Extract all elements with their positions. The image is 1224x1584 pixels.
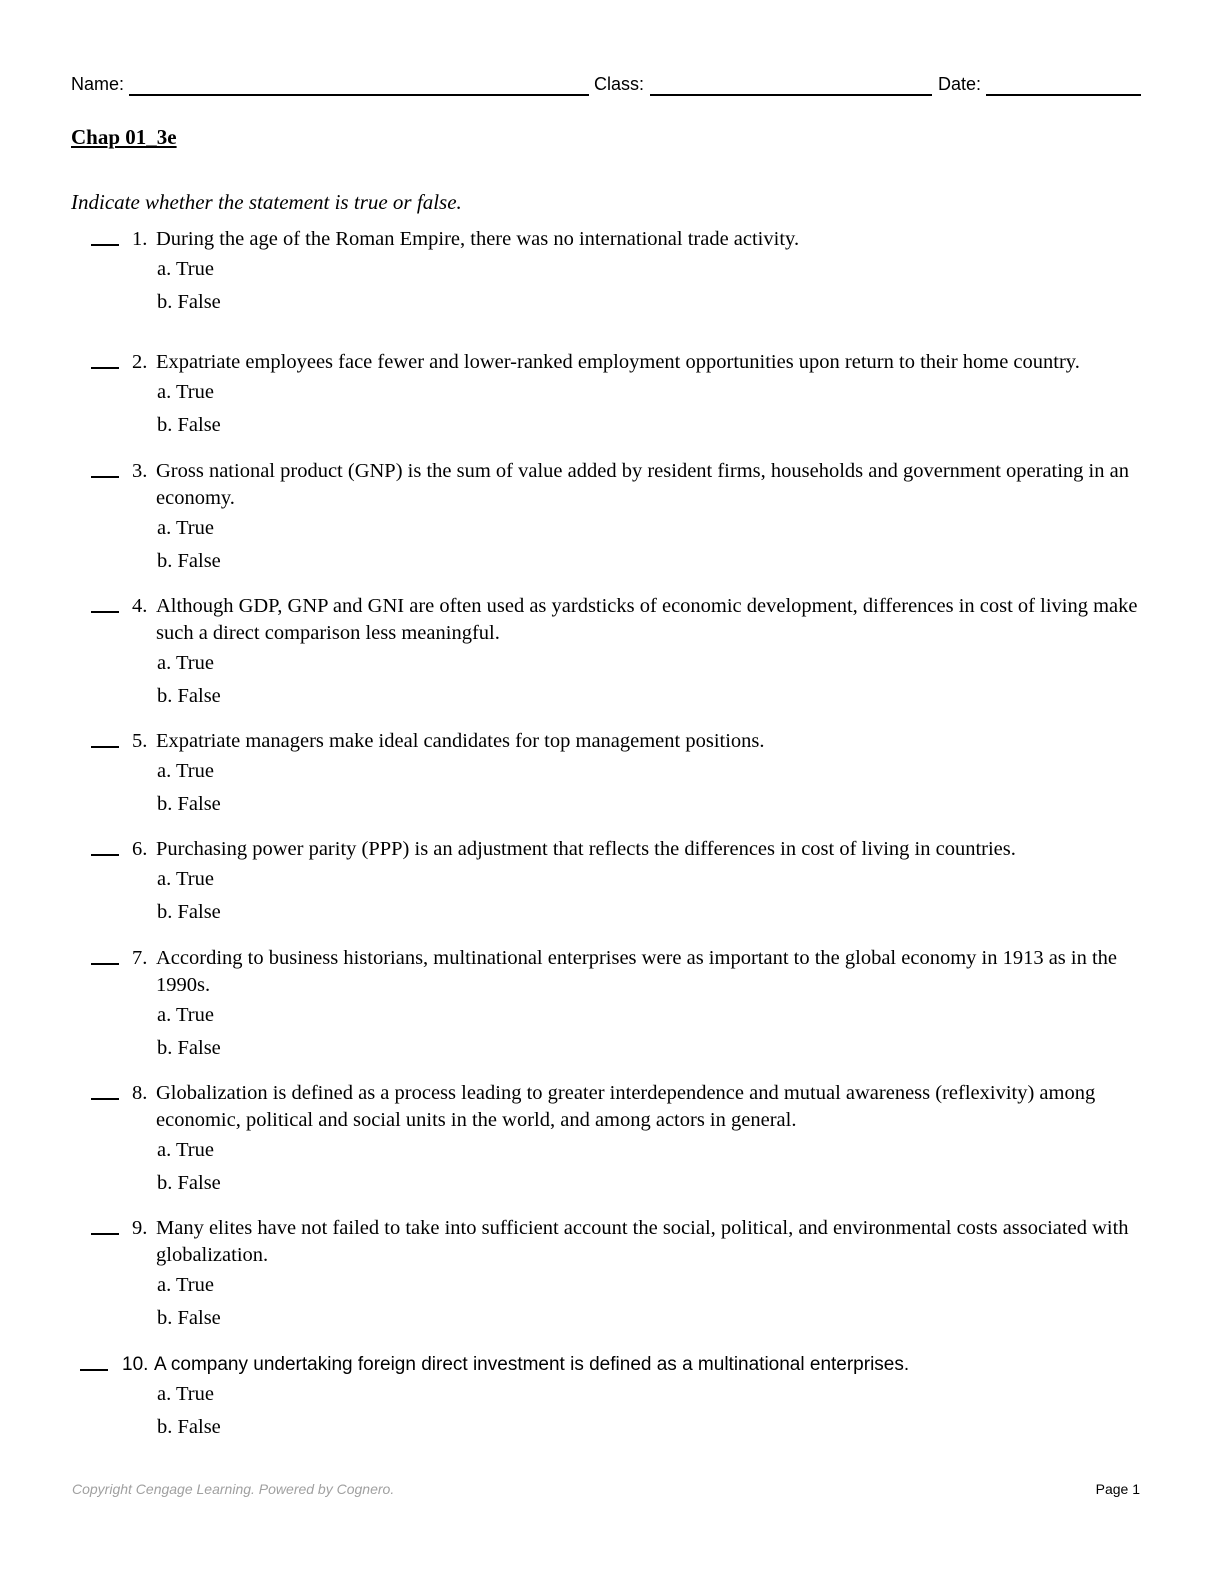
question-text: Many elites have not failed to take into sufficient account the social, political, and environmental costs associated with globalization. [156,1217,1129,1266]
name-label: Name: [71,74,125,94]
question-text: Purchasing power parity (PPP) is an adjustment that reflects the differences in cost of living in countries. [156,838,1016,860]
option-false: b. False [157,685,221,707]
copyright-footer: Copyright Cengage Learning. Powered by Cognero. [72,1481,395,1497]
option-true: a. True [157,868,214,890]
question-number: 10. [122,1354,149,1375]
answer-blank[interactable] [91,963,119,965]
answer-blank[interactable] [91,746,119,748]
question-number: 8. [132,1082,148,1104]
option-false: b. False [157,1172,221,1194]
answer-blank[interactable] [91,367,119,369]
option-false: b. False [157,550,221,572]
answer-blank[interactable] [91,854,119,856]
question-text: Gross national product (GNP) is the sum of value added by resident firms, households and government operating in an economy. [156,460,1129,509]
answer-blank[interactable] [91,1098,119,1100]
answer-blank[interactable] [80,1369,108,1371]
question-text: A company undertaking foreign direct investment is defined as a multinational enterprises. [154,1354,910,1375]
name-field-line[interactable] [129,94,589,96]
question-text: Globalization is defined as a process leading to greater interdependence and mutual awareness (reflexivity) among economic, political and social units in the world, and among actors in general. [156,1082,1096,1131]
question-number: 6. [132,838,148,860]
answer-blank[interactable] [91,611,119,613]
option-true: a. True [157,760,214,782]
question-text: Although GDP, GNP and GNI are often used as yardsticks of economic development, differences in cost of living make such a direct comparison less meaningful. [156,595,1138,644]
question-text: During the age of the Roman Empire, there was no international trade activity. [156,228,800,250]
option-false: b. False [157,1307,221,1329]
option-false: b. False [157,901,221,923]
option-true: a. True [157,381,214,403]
option-true: a. True [157,517,214,539]
question-number: 9. [132,1217,148,1239]
question-text: According to business historians, multinational enterprises were as important to the global economy in 1913 as in the 1990s. [156,947,1118,996]
header-fields [71,72,1141,98]
answer-blank[interactable] [91,244,119,246]
date-label: Date: [938,74,982,94]
question-number: 4. [132,595,148,617]
document-title: Chap 01_3e [71,125,177,149]
option-false: b. False [157,1037,221,1059]
option-true: a. True [157,1004,214,1026]
answer-blank[interactable] [91,1233,119,1235]
question-text: Expatriate employees face fewer and lower-ranked employment opportunities upon return to their home country. [156,351,1080,373]
option-true: a. True [157,1383,214,1405]
option-false: b. False [157,1416,221,1438]
question-number: 5. [132,730,148,752]
date-field-line[interactable] [986,94,1141,96]
page-number: Page 1 [1095,1481,1140,1497]
class-label: Class: [594,74,645,94]
answer-blank[interactable] [91,476,119,478]
question-number: 1. [132,228,148,250]
question-number: 3. [132,460,148,482]
question-number: 7. [132,947,148,969]
question-text: Expatriate managers make ideal candidates for top management positions. [156,730,765,752]
instructions: Indicate whether the statement is true or false. [71,190,462,214]
option-false: b. False [157,291,221,313]
option-true: a. True [157,1139,214,1161]
option-true: a. True [157,1274,214,1296]
option-false: b. False [157,414,221,436]
option-false: b. False [157,793,221,815]
option-true: a. True [157,258,214,280]
option-true: a. True [157,652,214,674]
question-number: 2. [132,351,148,373]
class-field-line[interactable] [650,94,932,96]
